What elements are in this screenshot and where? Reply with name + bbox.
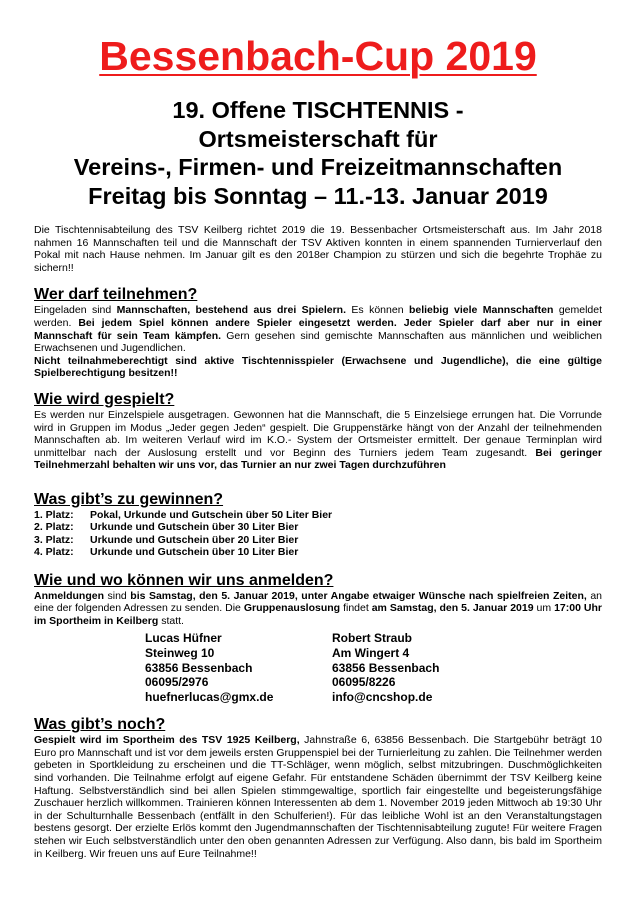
section-heading-prizes: Was gibt’s zu gewinnen? [34,490,224,508]
registration-paragraph: Anmeldungen sind bis Samstag, den 5. Januar 2019, unter Angabe etwaiger Wünsche nach spielfreien Zeiten, an eine der folgenden Adressen zu senden. Die Gruppenauslosung findet am Samstag, den 5. Januar 2019 um 17:00 Uhr im Sportheim in Keilberg statt. [34,589,602,627]
subtitle-line-4: Freitag bis Sonntag – 11.-13. Januar 2019 [88,182,548,209]
event-subtitle [34,96,602,210]
section-heading-mode: Wie wird gespielt? [34,390,175,408]
intro-paragraph: Die Tischtennisabteilung des TSV Keilberg richtet 2019 die 19. Bessenbacher Ortsmeisterschaft aus. Im Jahr 2018 nahmen 16 Mannschaften teil und die Mannschaft der TSV Aktiven konnten in einem spannenden Turnierverlauf den Pokal mit nach Hause nehmen. Im Januar gilt es den 2018er Champion zu stürzen und sich die begehrte Trophäe zu sichern!! [34,224,602,274]
flyer [34,32,602,860]
subtitle-line-2: Ortsmeisterschaft für [198,125,438,152]
contact-street: Steinweg 10 [145,645,215,660]
section-heading-participants: Wer darf teilnehmen? [34,286,198,304]
contact-street: Am Wingert 4 [332,645,410,660]
subtitle-line-3: Vereins-, Firmen- und Freizeitmannschaften [73,154,563,180]
contact-name: Robert Straub [332,631,413,646]
contact-card [145,631,332,704]
eligibility-note: Nicht teilnahmeberechtigt sind aktive Tischtennisspieler (Erwachsene und Jugendliche), die eine gültige Spielberechtigung besitzen!! [34,354,602,380]
contact-email: huefnerlucas@gmx.de [145,689,274,704]
subtitle-line-1: 19. Offene TISCHTENNIS - [172,97,464,123]
list-item: 4. Platz: Urkunde und Gutschein über 10 Liter Bier [34,546,299,559]
mode-paragraph: Es werden nur Einzelspiele ausgetragen. Gewonnen hat die Mannschaft, die 5 Einzelsiege errungen hat. Die Vorrunde wird in Gruppen im Modus „Jeder gegen Jeden“ gespielt. Die Gruppenstärke hängt von der Anzahl der teilnehmenden Mannschaften ab. Im weiteren Verlauf wird im K.O.- System der Ortsmeister ermittelt. Der genaue Terminplan wird unmittelbar nach der Auslosung erstellt und vor Beginn des Turniers jedem Team zugesandt. Bei geringer Teilnehmerzahl behalten wir uns vor, das Turnier an nur zwei Tagen durchzuführen [34,408,602,472]
contact-phone: 06095/8226 [332,675,396,690]
section-heading-registration: Wie und wo können wir uns anmelden? [34,571,334,589]
contact-addresses [145,631,602,704]
contact-name: Lucas Hüfner [145,631,222,646]
list-item: 1. Platz: Pokal, Urkunde und Gutschein über 50 Liter Bier [34,508,333,521]
prizes-list [34,509,332,559]
page-title: Bessenbach-Cup 2019 [99,33,537,79]
list-item: 3. Platz: Urkunde und Gutschein über 20 Liter Bier [34,533,299,546]
contact-city: 63856 Bessenbach [145,660,253,675]
contact-email: info@cncshop.de [332,689,433,704]
contact-card [332,631,519,704]
contact-city: 63856 Bessenbach [332,660,440,675]
participants-paragraph: Eingeladen sind Mannschaften, bestehend aus drei Spielern. Es können beliebig viele Mannschaften gemeldet werden. Bei jedem Spiel können andere Spieler eingesetzt werden. Jeder Spieler darf aber nur in einer Mannschaft für sein Team kämpfen. Gern gesehen sind gemischte Mannschaften aus männlichen und weiblichen Erwachsenen und Jugendlichen. [34,304,603,355]
section-heading-more: Was gibt’s noch? [34,716,166,734]
contact-phone: 06095/2976 [145,675,209,690]
more-paragraph: Gespielt wird im Sportheim des TSV 1925 Keilberg, Jahnstraße 6, 63856 Bessenbach. Die Startgebühr beträgt 10 Euro pro Mannschaft und ist vor dem jeweils ersten Gruppenspiel bei der Turnierleitung zu zahlen. Die Teilnehmer werden gebeten in Sportkleidung zu erscheinen und die TT-Schläger, wenn möglich, selbst mitzubringen. Duschmöglichkeiten sind vorhanden. Die Teilnahme erfolgt auf eigene Gefahr. Für entstandene Schäden übernimmt der TSV Keilberg keine Haftung. Selbstverständlich sind bei allen Spielen stimmgewaltige, sportlich fair eingestellte und begeisterungsfähige Zuschauer herzlich willkommen. Trainieren können Interessenten ab dem 1. November 2019 jeden Mittwoch ab 19:30 Uhr in der Schulturnhalle Bessenbach (entfällt in den Schulferien!). Für das leibliche Wohl ist an den Veranstaltungstagen bestens gesorgt. Der erzielte Erlös kommt den Jugendmannschaften der Tischtennisabteilung zugute! Für weitere Fragen stehen wir Euch selbstverständlich unter den oben genannten Adressen zur Verfügung. Also dann, bis bald im Sportheim in Keilberg. Wir freuen uns auf Eure Teilnahme!! [34,734,602,860]
list-item: 2. Platz: Urkunde und Gutschein über 30 Liter Bier [34,521,299,534]
